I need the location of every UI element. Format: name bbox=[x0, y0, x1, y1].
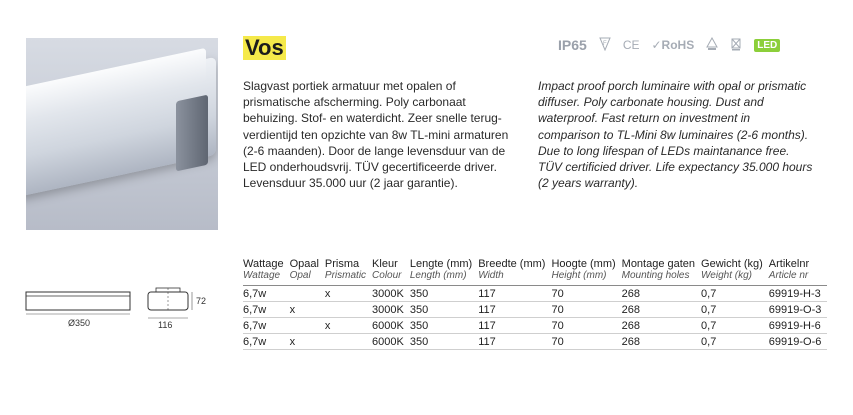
table-body bbox=[243, 286, 827, 350]
header-label-nl: Montage gaten bbox=[621, 258, 696, 270]
header-label-nl: Breedte (mm) bbox=[478, 258, 546, 270]
header-label-en: Colour bbox=[372, 270, 402, 281]
cell-mounting-holes: 268 bbox=[622, 286, 701, 302]
header-label-nl: Prisma bbox=[324, 258, 360, 270]
header-label-en: Mounting holes bbox=[621, 270, 690, 281]
cell-colour: 6000K bbox=[372, 318, 410, 334]
cell-weight: 0,7 bbox=[701, 318, 769, 334]
cell-opal: x bbox=[290, 334, 325, 350]
ce-mark-icon: CE bbox=[622, 38, 640, 52]
rohs-label: RoHS bbox=[661, 38, 695, 52]
width-dimension: 116 bbox=[158, 320, 173, 330]
cell-article-nr: 69919-O-3 bbox=[769, 302, 828, 318]
specifications-table bbox=[243, 258, 827, 350]
cell-prismatic: x bbox=[325, 318, 372, 334]
cell-mounting-holes: 268 bbox=[622, 334, 701, 350]
rohs-icon: ✓RoHS bbox=[651, 38, 695, 52]
header-label-nl: Artikelnr bbox=[768, 258, 810, 270]
cell-width: 117 bbox=[478, 334, 551, 350]
cell-wattage: 6,7w bbox=[243, 318, 290, 334]
cell-length: 350 bbox=[410, 334, 478, 350]
cell-length: 350 bbox=[410, 286, 478, 302]
cell-prismatic bbox=[325, 334, 372, 350]
cell-wattage: 6,7w bbox=[243, 286, 290, 302]
header-label-nl: Wattage bbox=[243, 258, 284, 270]
header-label-en: Length (mm) bbox=[409, 270, 467, 281]
disposal-icon bbox=[730, 37, 742, 54]
product-title: Vos bbox=[245, 35, 284, 60]
cell-prismatic: x bbox=[325, 286, 372, 302]
cell-wattage: 6,7w bbox=[243, 302, 290, 318]
header-label-en: Weight (kg) bbox=[701, 270, 752, 281]
header-label-nl: Lengte (mm) bbox=[409, 258, 473, 270]
column-header-article-nr bbox=[769, 258, 828, 286]
cell-height: 70 bbox=[551, 286, 621, 302]
led-badge: LED bbox=[754, 39, 780, 52]
cell-opal bbox=[290, 318, 325, 334]
cell-length: 350 bbox=[410, 302, 478, 318]
product-photo bbox=[26, 38, 218, 230]
luminaire-end-cap bbox=[176, 95, 208, 172]
column-header-opal bbox=[290, 258, 325, 286]
column-header-height bbox=[551, 258, 621, 286]
column-header-length bbox=[410, 258, 478, 286]
svg-text:F: F bbox=[602, 40, 607, 47]
cell-colour: 3000K bbox=[372, 286, 410, 302]
cell-article-nr: 69919-H-3 bbox=[769, 286, 828, 302]
length-dimension: Ø350 bbox=[68, 318, 91, 328]
column-header-weight bbox=[701, 258, 769, 286]
cell-article-nr: 69919-H-6 bbox=[769, 318, 828, 334]
table-header-row bbox=[243, 258, 827, 286]
cell-article-nr: 69919-O-6 bbox=[769, 334, 828, 350]
cell-weight: 0,7 bbox=[701, 334, 769, 350]
cell-mounting-holes: 268 bbox=[622, 318, 701, 334]
table-row bbox=[243, 286, 827, 302]
cell-height: 70 bbox=[551, 318, 621, 334]
header-label-nl: Hoogte (mm) bbox=[551, 258, 616, 270]
column-header-colour bbox=[372, 258, 410, 286]
cell-colour: 6000K bbox=[372, 334, 410, 350]
header-label-en: Prismatic bbox=[324, 270, 367, 281]
cell-weight: 0,7 bbox=[701, 286, 769, 302]
description-english: Impact proof porch luminaire with opal or prismatic diffuser. Poly carbonate housing. Dust and waterproof. Fast return on investment in comparison to TL-Mini 8w luminaires (2-6 months). Due to long lifespan of LEDs maintanance free. TÜV certificied driver. Life expectancy 35.000 hours (2 years warranty). bbox=[538, 79, 813, 191]
description-dutch: Slagvast portiek armatuur met opalen of prismatische afscherming. Poly carbonaat behuizing. Stof- en waterdicht. Zeer snelle terug-verdientijd ten opzichte van 8w TL-mini armaturen (2-6 maanden). Door de lange levensduur van de LED onderhoudsvrij. TÜV gecertificeerde driver. Levensduur 35.000 uur (2 jaar garantie). bbox=[243, 79, 509, 191]
header-label-en: Width bbox=[478, 270, 504, 281]
tuv-icon bbox=[706, 37, 718, 54]
column-header-width bbox=[478, 258, 551, 286]
cell-weight: 0,7 bbox=[701, 302, 769, 318]
cell-width: 117 bbox=[478, 318, 551, 334]
table-row bbox=[243, 302, 827, 318]
header-label-en: Article nr bbox=[768, 270, 809, 281]
header-label-nl: Opaal bbox=[289, 258, 319, 270]
certification-icons bbox=[558, 36, 780, 54]
header-label-en: Height (mm) bbox=[551, 270, 607, 281]
table-row bbox=[243, 334, 827, 350]
cell-opal: x bbox=[290, 302, 325, 318]
column-header-wattage bbox=[243, 258, 290, 286]
cell-height: 70 bbox=[551, 302, 621, 318]
header-label-en: Wattage bbox=[243, 270, 281, 281]
header-label-nl: Kleur bbox=[372, 258, 398, 270]
height-dimension: 72 bbox=[196, 296, 207, 306]
dimension-drawing bbox=[20, 286, 220, 346]
table-row bbox=[243, 318, 827, 334]
column-header-mounting-holes bbox=[622, 258, 701, 286]
technical-drawing bbox=[20, 286, 220, 351]
f-mark-icon bbox=[599, 37, 611, 54]
cell-colour: 3000K bbox=[372, 302, 410, 318]
cell-wattage: 6,7w bbox=[243, 334, 290, 350]
ip-rating: IP65 bbox=[558, 37, 587, 53]
column-header-prismatic bbox=[325, 258, 372, 286]
cell-mounting-holes: 268 bbox=[622, 302, 701, 318]
cell-opal bbox=[290, 286, 325, 302]
header-label-en: Opal bbox=[289, 270, 311, 281]
cell-width: 117 bbox=[478, 302, 551, 318]
cell-width: 117 bbox=[478, 286, 551, 302]
cell-height: 70 bbox=[551, 334, 621, 350]
cell-prismatic bbox=[325, 302, 372, 318]
cell-length: 350 bbox=[410, 318, 478, 334]
header-label-nl: Gewicht (kg) bbox=[701, 258, 763, 270]
